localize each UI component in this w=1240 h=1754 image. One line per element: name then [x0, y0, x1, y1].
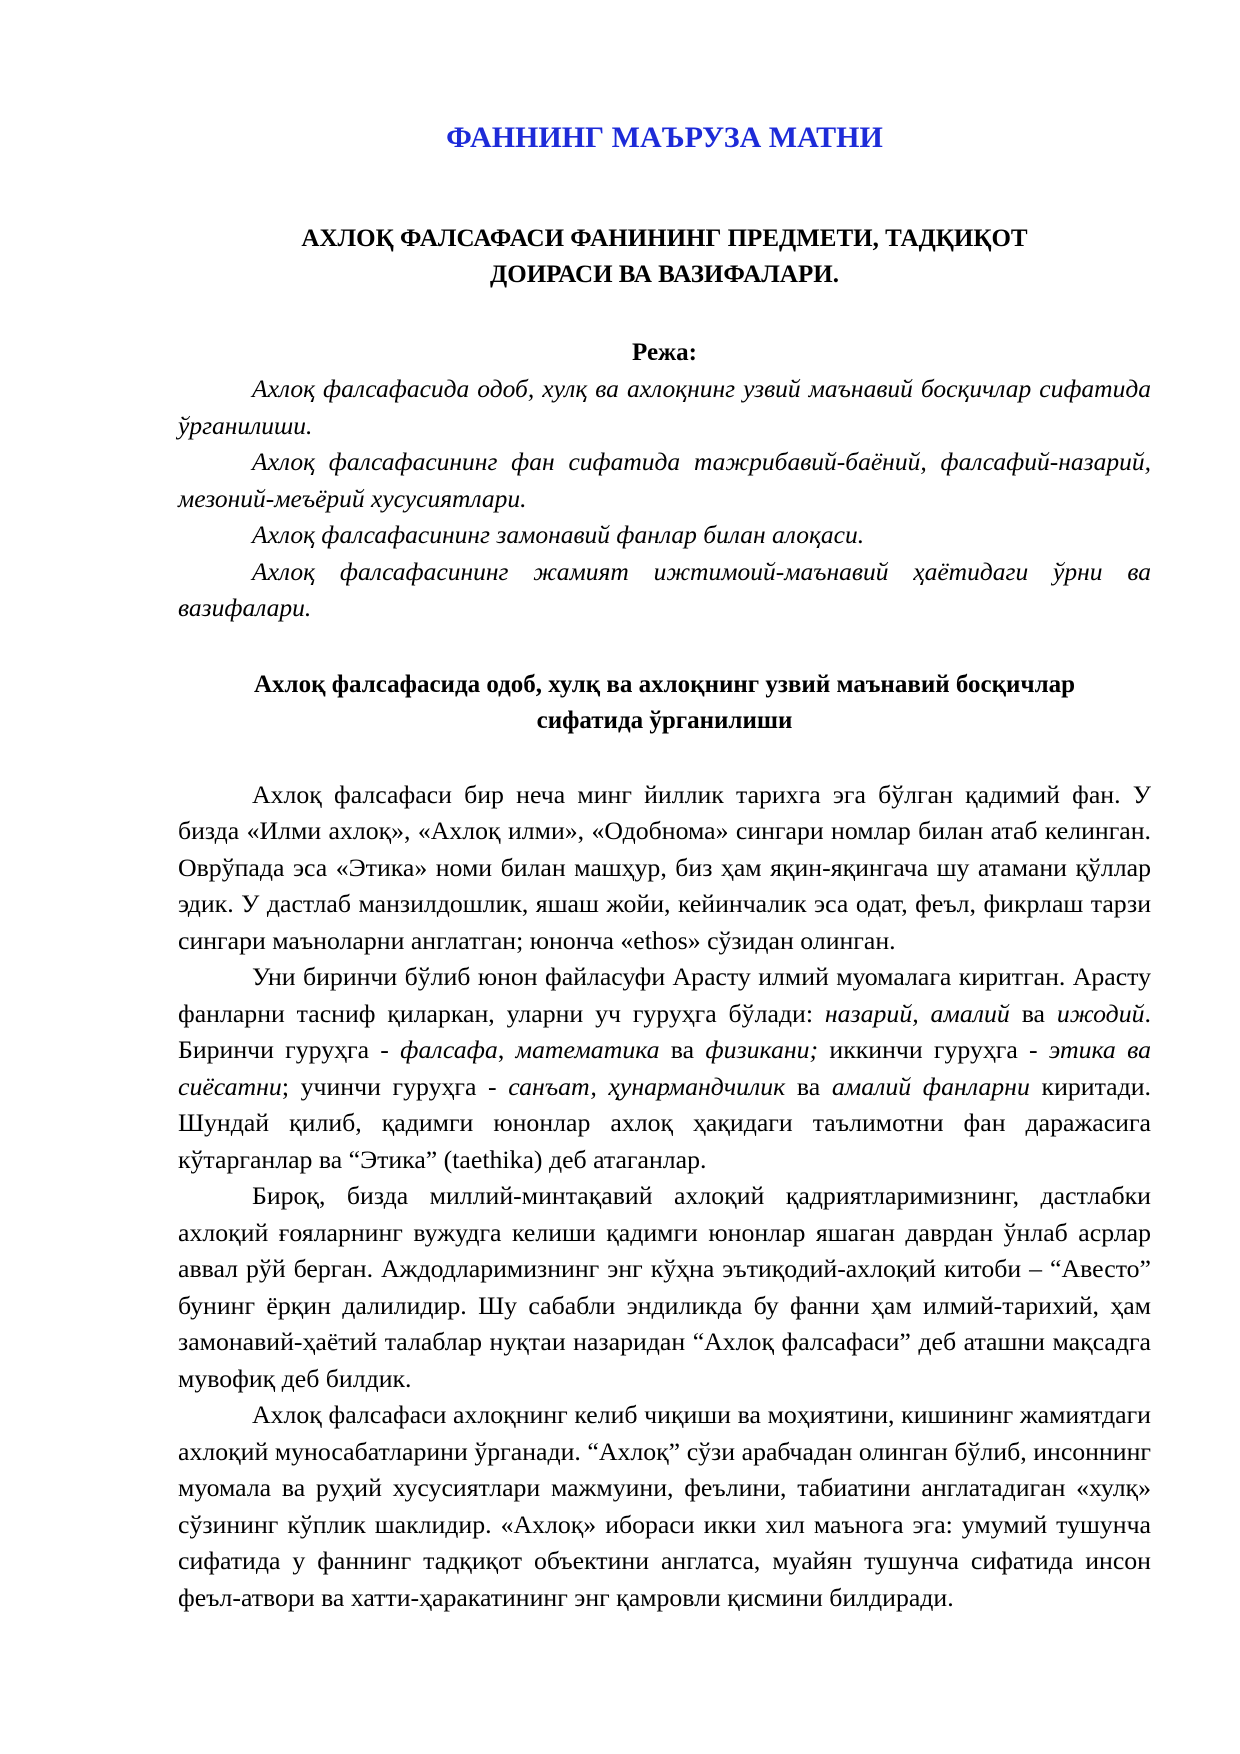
plan-item: Ахлоқ фалсафасининг жамият ижтимоий-маънавий ҳаётидаги ўрни ва вазифалари. — [178, 556, 1151, 622]
italic-term: санъат, ҳунармандчилик — [508, 1071, 786, 1101]
text-run: ; учинчи гуруҳга - — [281, 1071, 509, 1101]
topic-title-line2: ДОИРАСИ ВА ВАЗИФАЛАРИ. — [490, 261, 839, 288]
text-run: киритади. Шундай қилиб, қадимги юнонлар ахлоқ ҳақидаги таълимотни фан даражасига кўтарганлар ва “Этика” (taethika) деб атаганлар. — [178, 1071, 1151, 1174]
section-title-line1: Ахлоқ фалсафасида одоб, хулқ ва ахлоқнинг узвий маънавий босқичлар — [253, 670, 1075, 698]
paragraph-3: Бироқ, бизда миллий-минтақавий ахлоқий қадриятларимизнинг, дастлабки ахлоқий ғояларнинг вужудга келиши қадимги юнонлар яшаган даврдан ўнлаб асрлар аввал рўй берган. Аждодларимизнинг энг кўҳна эътиқодий-ахлоқий китоби – “Авесто” бунинг ёрқин далилидир. Шу сабабли эндиликда бу фанни ҳам илмий-тарихий, ҳам замонавий-ҳаётий талаблар нуқтаи назаридан “Ахлоқ фалсафаси” деб аташни мақсадга мувофиқ деб билдик. — [178, 1181, 1151, 1393]
text-run: иккинчи гуруҳга - — [818, 1035, 1049, 1064]
text-run: ва — [659, 1035, 706, 1064]
plan-item: Ахлоқ фалсафасининг замонавий фанлар билан алоқаси. — [252, 520, 865, 549]
section-title — [178, 667, 1151, 739]
paragraph-1: Ахлоқ фалсафаси бир неча минг йиллик тарихга эга бўлган қадимий фан. У бизда «Илми ахлоқ», «Ахлоқ илми», «Одобнома» сингари номлар билан атаб келинган. Оврўпада эса «Этика» номи билан машҳур, биз ҳам яқин-яқингача шу атамани қўллар эдик. У дастлаб манзилдошлик, яшаш жойи, кейинчалик эса одат, феъл, фикрлаш тарзи сингари маъноларни англатган; юнонча «ethos» сўзидан олинган. — [178, 779, 1151, 955]
italic-term: физикани; — [705, 1035, 819, 1064]
topic-title-line1: АХЛОҚ ФАЛСАФАСИ ФАНИНИНГ ПРЕДМЕТИ, ТАДҚИҚОТ — [301, 225, 1028, 252]
italic-term: этика ва сиёсатни — [178, 1035, 1151, 1101]
main-title: ФАННИНГ МАЪРУЗА МАТНИ — [446, 121, 883, 154]
body-text — [178, 777, 1151, 1617]
section-title-line2: сифатида ўрганилиши — [536, 706, 793, 734]
text-run: Уни биринчи бўлиб юнон файласуфи Арасту илмий муомалага киритган. Арасту фанларни тасниф қиларкан, уларни уч гуруҳга бўлади: — [178, 962, 1151, 1028]
paragraph-2 — [178, 959, 1151, 1178]
plan-item: Ахлоқ фалсафасининг фан сифатида тажрибавий-баёний, фалсафий-назарий, мезоний-меъёрий хусусиятлари. — [178, 447, 1151, 513]
text-run: ва — [785, 1071, 832, 1101]
document-page — [178, 0, 1151, 1616]
italic-term: математика — [515, 1035, 660, 1064]
paragraph-4: Ахлоқ фалсафаси ахлоқнинг келиб чиқиши ва моҳиятини, кишининг жамиятдаги ахлоқий муносабатларини ўрганади. “Ахлоқ” сўзи арабчадан олинган бўлиб, инсоннинг муомала ва руҳий хусусиятлари мажмуини, феълини, табиатини англатадиган «хулқ» сўзининг кўплик шаклидир. «Ахлоқ» ибораси икки хил маънога эга: умумий тушунча сифатида у фаннинг тадқиқот объектини англатса, муайян тушунча сифатида инсон феъл-атвори ва хатти-ҳаракатининг энг қамровли қисмини билдиради. — [178, 1400, 1151, 1612]
italic-term: амалий фанларни — [831, 1071, 1030, 1101]
plan-list — [178, 371, 1151, 627]
plan-item: Ахлоқ фалсафасида одоб, хулқ ва ахлоқнинг узвий маънавий босқичлар сифатида ўрганилиши. — [178, 374, 1151, 440]
topic-title — [178, 221, 1151, 293]
italic-term: ижодий — [1056, 998, 1145, 1028]
text-run: . Биринчи гуруҳга - — [178, 998, 1151, 1064]
plan-heading: Режа: — [632, 339, 697, 366]
text-run: , — [497, 1035, 516, 1064]
text-run: ва — [1009, 998, 1057, 1028]
italic-term: назарий, амалий — [824, 998, 1010, 1028]
italic-term: фалсафа — [400, 1035, 498, 1064]
